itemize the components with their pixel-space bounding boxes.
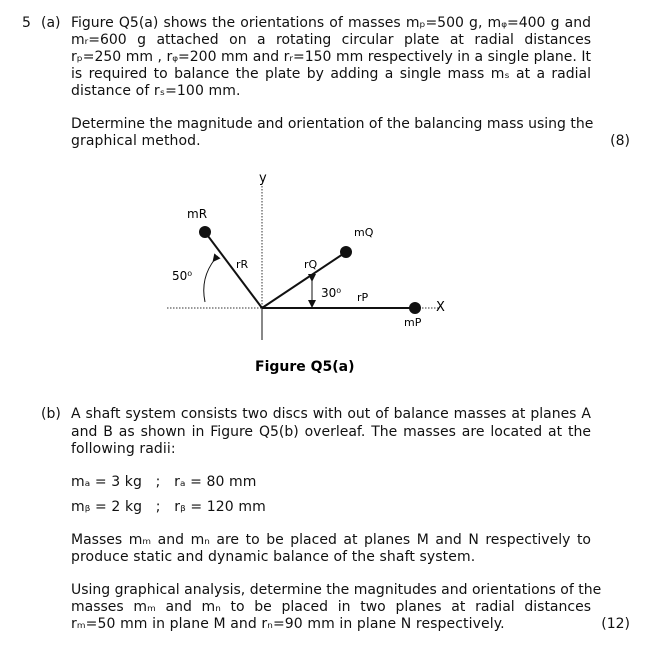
label-angle-q: 30⁰: [321, 286, 342, 300]
label-angle-r: 50⁰: [172, 269, 193, 283]
label-r-q: rQ: [304, 258, 318, 271]
para3-line-3: rₘ=50 mm in plane M and rₙ=90 mm in plane N respectively.: [71, 616, 505, 632]
mass-r-dot: [199, 226, 211, 238]
label-r-r: rR: [236, 258, 249, 271]
data-line-b: mᵦ = 2 kg ; rᵦ = 120 mm: [71, 499, 266, 515]
part-a-line-3: rₚ=250 mm , rᵩ=200 mm and rᵣ=150 mm respectively in a single plane. It: [71, 49, 591, 65]
part-b-marks: (12): [601, 616, 630, 632]
para2-line-2: produce static and dynamic balance of the shaft system.: [71, 549, 476, 565]
part-a-line-4: is required to balance the plate by adding a single mass mₛ at a radial: [71, 66, 591, 82]
part-b-line-2: and B as shown in Figure Q5(b) overleaf. The masses are located at the: [71, 424, 591, 440]
part-b-line-3: following radii:: [71, 441, 176, 457]
part-b-line-1: A shaft system consists two discs with out of balance masses at planes A: [71, 406, 591, 422]
part-a-line-2: mᵣ=600 g attached on a rotating circular plate at radial distances: [71, 32, 591, 48]
label-m-r: mR: [187, 207, 208, 221]
para3-line-1: Using graphical analysis, determine the magnitudes and orientations of the: [71, 582, 602, 598]
y-axis-label: y: [259, 171, 267, 186]
label-r-p: rP: [357, 291, 369, 304]
figure-caption: Figure Q5(a): [255, 359, 355, 375]
task-line-2: graphical method.: [71, 133, 201, 149]
para3-line-2: masses mₘ and mₙ to be placed in two planes at radial distances: [71, 599, 591, 615]
part-a-marks: (8): [610, 133, 630, 149]
question-number: 5: [22, 15, 31, 31]
para2-line-1: Masses mₘ and mₙ are to be placed at planes M and N respectively to: [71, 532, 591, 548]
part-a-line-5: distance of rₛ=100 mm.: [71, 83, 241, 99]
part-b-label: (b): [41, 406, 61, 422]
angle-arc-r: [204, 259, 215, 302]
part-a-line-1: Figure Q5(a) shows the orientations of masses mₚ=500 g, mᵩ=400 g and: [71, 15, 591, 31]
part-a-label: (a): [41, 15, 61, 31]
task-line-1: Determine the magnitude and orientation of the balancing mass using the: [71, 116, 594, 132]
label-m-q: mQ: [354, 226, 374, 239]
label-m-p: mP: [404, 316, 422, 329]
mass-q-dot: [340, 246, 352, 258]
mass-p-dot: [409, 302, 421, 314]
x-axis-label: X: [436, 300, 445, 315]
arm-r: [205, 232, 262, 308]
data-line-a: mₐ = 3 kg ; rₐ = 80 mm: [71, 474, 257, 490]
